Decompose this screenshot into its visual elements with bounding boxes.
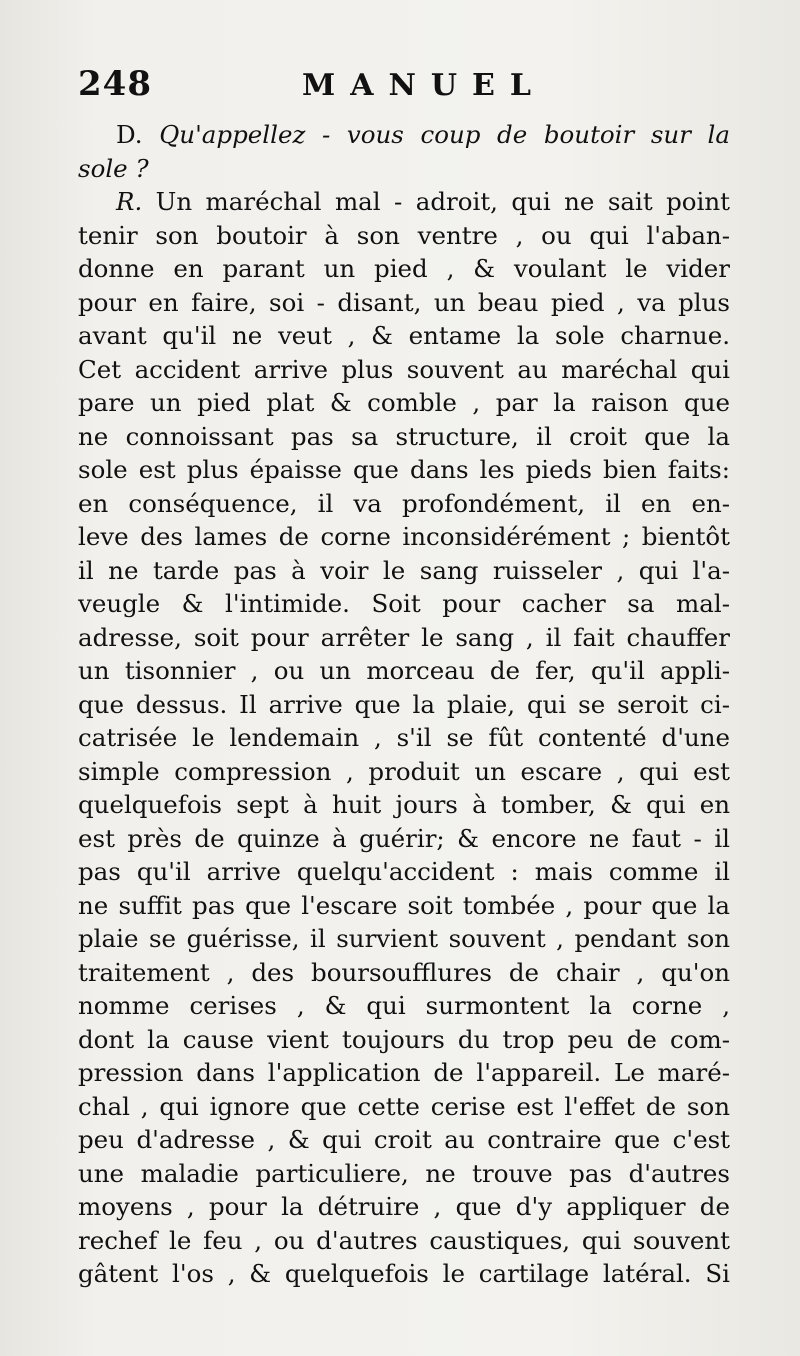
text-line: [78, 1157, 730, 1191]
text-line: [78, 587, 730, 621]
text-line: [78, 922, 730, 956]
text-line: [78, 822, 730, 856]
text-run: tenir son boutoir à son ventre , ou qui l'aban-: [78, 220, 730, 250]
text-run: nomme cerises , & qui surmontent la corne ,: [78, 991, 730, 1020]
text-run: est près de quinze à guérir; & encore ne faut - il: [78, 823, 730, 853]
text-line: [78, 1123, 730, 1157]
page-header: [78, 64, 738, 114]
text-line: [78, 621, 730, 655]
text-line: [78, 487, 730, 521]
text-run: moyens , pour la détruire , que d'y appliquer de: [78, 1192, 730, 1221]
text-line: [78, 721, 730, 755]
text-line: [78, 118, 730, 152]
text-run: pare un pied plat & comble , par la raison que: [78, 388, 730, 417]
text-run: il ne tarde pas à voir le sang ruisseler , qui l'a-: [78, 555, 730, 585]
text-run: veugle & l'intimide. Soit pour cacher sa mal-: [78, 589, 730, 618]
text-line: [78, 1224, 730, 1258]
text-line: [78, 185, 730, 219]
text-run: simple compression , produit un escare , qui est: [78, 756, 730, 786]
text-run: plaie se guérisse, il survient souvent , pendant son: [78, 924, 730, 953]
text-line: [78, 1190, 730, 1224]
text-line: [78, 286, 730, 320]
text-line: [78, 1090, 730, 1124]
text-run: avant qu'il ne veut , & entame la sole charnue.: [78, 321, 730, 350]
text-run: rechef le feu , ou d'autres caustiques, qui souvent: [78, 1225, 730, 1255]
text-line: [78, 855, 730, 889]
text-line: [78, 386, 730, 420]
text-run: leve des lames de corne inconsidérément ; bientôt: [78, 522, 730, 551]
text-line: [78, 688, 730, 722]
text-line: [78, 554, 730, 588]
text-line: [78, 453, 730, 487]
text-line: [78, 319, 730, 353]
body-text: [78, 118, 730, 1291]
text-run: un tisonnier , ou un morceau de fer, qu'il appli-: [78, 656, 730, 685]
text-run: Qu'appellez - vous coup de boutoir sur la: [159, 120, 730, 149]
text-run: R.: [116, 187, 143, 216]
text-run: que dessus. Il arrive que la plaie, qui se seroit ci-: [78, 689, 730, 719]
text-run: ne suffit pas que l'escare soit tombée , pour que la: [78, 890, 730, 920]
text-run: Cet accident arrive plus souvent au maréchal qui: [78, 354, 730, 384]
text-run: en conséquence, il va profondément, il en en-: [78, 488, 730, 518]
text-run: Un maréchal mal - adroit, qui ne sait point: [142, 187, 730, 216]
text-run: donne en parant un pied , & voulant le vider: [78, 254, 730, 283]
text-run: ne connoissant pas sa structure, il croit que la: [78, 421, 730, 451]
text-run: pour en faire, soi - disant, un beau pied , va plus: [78, 287, 730, 317]
text-run: peu d'adresse , & qui croit au contraire que c'est: [78, 1125, 730, 1154]
text-run: sole est plus épaisse que dans les pieds bien faits:: [78, 455, 730, 484]
text-line: [78, 1023, 730, 1057]
text-line: [78, 1257, 730, 1291]
text-run: une maladie particuliere, ne trouve pas d'autres: [78, 1158, 730, 1188]
text-line: [78, 989, 730, 1023]
text-run: chal , qui ignore que cette cerise est l'effet de son: [78, 1091, 730, 1121]
text-line: [78, 520, 730, 554]
text-line: [78, 1056, 730, 1090]
text-line: [78, 956, 730, 990]
text-line: [78, 755, 730, 789]
text-run: pression dans l'application de l'appareil. Le maré-: [78, 1058, 730, 1087]
text-line: [78, 152, 730, 186]
text-run: gâtent l'os , & quelquefois le cartilage latéral. Si: [78, 1259, 730, 1288]
text-run: quelquefois sept à huit jours à tomber, & qui en: [78, 790, 730, 819]
text-run: traitement , des boursoufflures de chair , qu'on: [78, 957, 730, 987]
text-line: [78, 252, 730, 286]
text-run: sole ?: [78, 153, 149, 183]
text-line: [78, 889, 730, 923]
text-line: [78, 788, 730, 822]
text-line: [78, 219, 730, 253]
text-run: catrisée le lendemain , s'il se fût contenté d'une: [78, 723, 730, 752]
text-line: [78, 420, 730, 454]
page-number: 248: [78, 64, 152, 104]
text-line: [78, 353, 730, 387]
running-title: MANUEL: [301, 68, 547, 103]
text-line: [78, 654, 730, 688]
text-run: D.: [116, 120, 160, 149]
text-run: pas qu'il arrive quelqu'accident : mais comme il: [78, 857, 730, 886]
text-run: adresse, soit pour arrêter le sang , il fait chauffer: [78, 622, 730, 652]
text-run: dont la cause vient toujours du trop peu de com-: [78, 1024, 730, 1054]
